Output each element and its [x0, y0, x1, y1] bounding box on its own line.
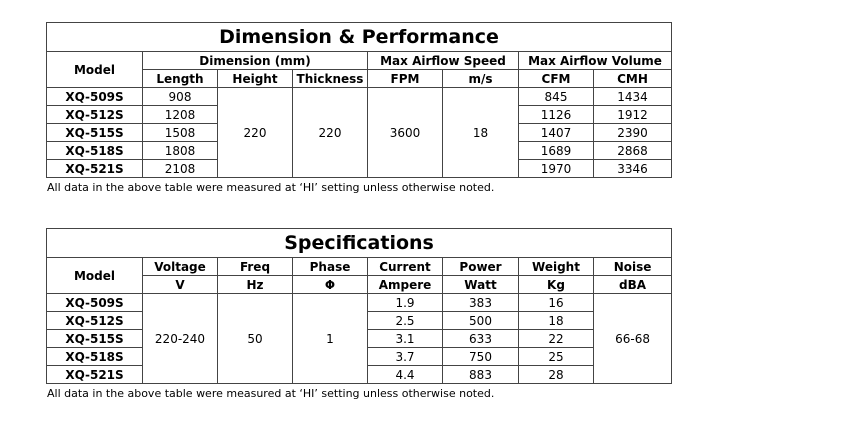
cfm-cell: 1689: [519, 142, 594, 160]
fpm-cell: 3600: [368, 88, 443, 178]
dimension-performance-table: [46, 22, 672, 178]
weight-header: Weight: [519, 258, 594, 276]
weight-unit: Kg: [519, 276, 594, 294]
model-cell: XQ-521S: [47, 160, 143, 178]
model-cell: XQ-515S: [47, 330, 143, 348]
height-cell: 220: [218, 88, 293, 178]
freq-unit: Hz: [218, 276, 293, 294]
power-cell: 383: [443, 294, 519, 312]
voltage-header: Voltage: [143, 258, 218, 276]
cfm-cell: 1126: [519, 106, 594, 124]
current-cell: 1.9: [368, 294, 443, 312]
cfm-cell: 845: [519, 88, 594, 106]
model-cell: XQ-518S: [47, 142, 143, 160]
current-cell: 4.4: [368, 366, 443, 384]
table-title: Dimension & Performance: [47, 23, 672, 52]
cmh-cell: 1434: [594, 88, 672, 106]
power-header: Power: [443, 258, 519, 276]
cmh-cell: 1912: [594, 106, 672, 124]
noise-unit: dBA: [594, 276, 672, 294]
model-cell: XQ-512S: [47, 106, 143, 124]
table-footnote: All data in the above table were measured at ‘HI’ setting unless otherwise noted.: [47, 181, 495, 194]
cfm-header: CFM: [519, 70, 594, 88]
ms-cell: 18: [443, 88, 519, 178]
power-cell: 750: [443, 348, 519, 366]
current-unit: Ampere: [368, 276, 443, 294]
ms-header: m/s: [443, 70, 519, 88]
freq-header: Freq: [218, 258, 293, 276]
model-cell: XQ-509S: [47, 294, 143, 312]
table-title: Specifications: [47, 229, 672, 258]
cmh-header: CMH: [594, 70, 672, 88]
power-unit: Watt: [443, 276, 519, 294]
model-cell: XQ-509S: [47, 88, 143, 106]
length-cell: 1508: [143, 124, 218, 142]
weight-cell: 16: [519, 294, 594, 312]
phase-unit: Φ: [293, 276, 368, 294]
power-cell: 633: [443, 330, 519, 348]
cfm-cell: 1970: [519, 160, 594, 178]
weight-cell: 25: [519, 348, 594, 366]
fpm-header: FPM: [368, 70, 443, 88]
phase-cell: 1: [293, 294, 368, 384]
voltage-unit: V: [143, 276, 218, 294]
specifications-table: [46, 228, 672, 384]
thickness-header: Thickness: [293, 70, 368, 88]
cmh-cell: 2390: [594, 124, 672, 142]
table-footnote: All data in the above table were measured at ‘HI’ setting unless otherwise noted.: [47, 387, 495, 400]
power-cell: 883: [443, 366, 519, 384]
model-header: Model: [47, 258, 143, 294]
weight-cell: 18: [519, 312, 594, 330]
freq-cell: 50: [218, 294, 293, 384]
current-cell: 3.1: [368, 330, 443, 348]
current-cell: 2.5: [368, 312, 443, 330]
weight-cell: 22: [519, 330, 594, 348]
airflow-speed-group-header: Max Airflow Speed: [368, 52, 519, 70]
current-header: Current: [368, 258, 443, 276]
model-cell: XQ-512S: [47, 312, 143, 330]
length-cell: 1808: [143, 142, 218, 160]
current-cell: 3.7: [368, 348, 443, 366]
dimension-group-header: Dimension (mm): [143, 52, 368, 70]
length-cell: 1208: [143, 106, 218, 124]
thickness-cell: 220: [293, 88, 368, 178]
table-row: [47, 88, 672, 106]
length-cell: 908: [143, 88, 218, 106]
table-row: [47, 294, 672, 312]
model-header: Model: [47, 52, 143, 88]
noise-cell: 66-68: [594, 294, 672, 384]
cfm-cell: 1407: [519, 124, 594, 142]
model-cell: XQ-515S: [47, 124, 143, 142]
length-header: Length: [143, 70, 218, 88]
weight-cell: 28: [519, 366, 594, 384]
power-cell: 500: [443, 312, 519, 330]
length-cell: 2108: [143, 160, 218, 178]
model-cell: XQ-518S: [47, 348, 143, 366]
voltage-cell: 220-240: [143, 294, 218, 384]
model-cell: XQ-521S: [47, 366, 143, 384]
noise-header: Noise: [594, 258, 672, 276]
cmh-cell: 2868: [594, 142, 672, 160]
phase-header: Phase: [293, 258, 368, 276]
cmh-cell: 3346: [594, 160, 672, 178]
height-header: Height: [218, 70, 293, 88]
airflow-volume-group-header: Max Airflow Volume: [519, 52, 672, 70]
